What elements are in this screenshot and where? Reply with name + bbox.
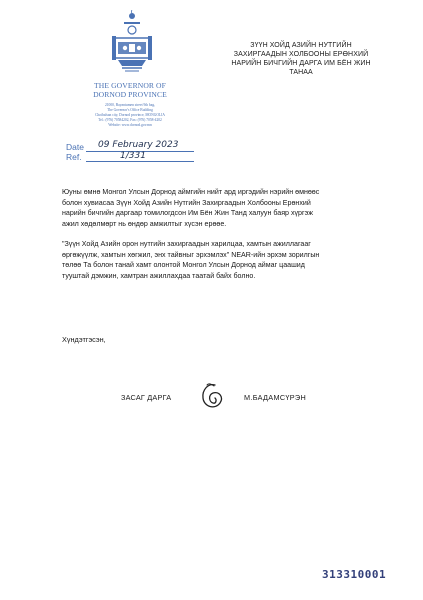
letterhead-website: Website: www.dornod.gov.mn: [108, 123, 152, 127]
reference-underline: [86, 161, 194, 162]
date-value: 09 February 2023: [98, 140, 179, 150]
addressee-line: НАРИЙН БИЧГИЙН ДАРГА ИМ БЁН ЖИН: [231, 60, 371, 67]
signatory-name: М.БАДАМСҮРЭН: [244, 393, 307, 402]
letterhead-address-line: Tel.: (976) 70584202, Fax: (976) 7058-4202: [98, 118, 162, 122]
closing-salutation: Хүндэтгэсэн,: [62, 335, 106, 344]
addressee-line: ТАНАА: [289, 69, 313, 76]
addressee-block: [226, 41, 376, 77]
paragraph-line: "Зүүн Хойд Азийн орон нутгийн захиргаадын харилцаа, хамтын ажиллагааг: [62, 240, 311, 248]
paragraph-line: Юуны өмнө Монгол Улсын Дорнод аймгийн нийт ард иргэдийн нэрийн өмнөөс: [62, 188, 320, 196]
paragraph-line: өргөжүүлж, хамтын хөгжил, энх тайвныг эрхэмлэх" NEAR-ийн эрхэм зорилгын: [62, 250, 320, 259]
body-paragraph-1: [62, 187, 366, 229]
document-number: 313310001: [322, 568, 387, 581]
reference-value: 1/331: [120, 151, 146, 161]
addressee-line: ЗАХИРГААДЫН ХОЛБООНЫ ЕРӨНХИЙ: [233, 51, 369, 58]
letterhead-address-line: 21000, Bayantumen street 9th bag,: [104, 103, 156, 107]
soyombo-emblem-icon: [110, 10, 154, 74]
paragraph-line: ажил хөдөлмөрт нь өндөр амжилтыг хүсэн ерөөе.: [62, 219, 227, 228]
letterhead-title-line1: THE GOVERNOR OF: [94, 81, 166, 90]
addressee-line: ЗҮҮН ХОЙД АЗИЙН НУТГИЙН: [250, 42, 352, 49]
letterhead-address-line: Choibalsan city, Dornod province, MONGOLIA: [95, 113, 165, 117]
reference-label: Ref.: [66, 152, 82, 162]
paragraph-line: төлөө Та болон танай хамт олонтой Монгол Улсын Дорнод аймаг цаашид: [62, 261, 305, 269]
date-label: Date: [66, 142, 84, 152]
paragraph-line: тууштай дэмжин, хамтран ажиллахдаа таатай байх болно.: [62, 271, 256, 280]
handwritten-signature-icon: [198, 382, 226, 412]
body-paragraph-2: [62, 239, 366, 281]
paragraph-line: болон хувиасаа Зүүн Хойд Азийн Нутгийн Захиргаадын Холбооны Ерөнхий: [62, 198, 311, 207]
letterhead-address-line: The Governor's Office Building: [107, 108, 153, 112]
signatory-title: ЗАСАГ ДАРГА: [121, 393, 172, 402]
letterhead-title-line2: DORNOD PROVINCE: [93, 90, 167, 99]
paragraph-line: нарийн бичгийн даргаар томилогдсон Им Бён Жин Танд халуун баяр хүргэж: [62, 209, 313, 217]
